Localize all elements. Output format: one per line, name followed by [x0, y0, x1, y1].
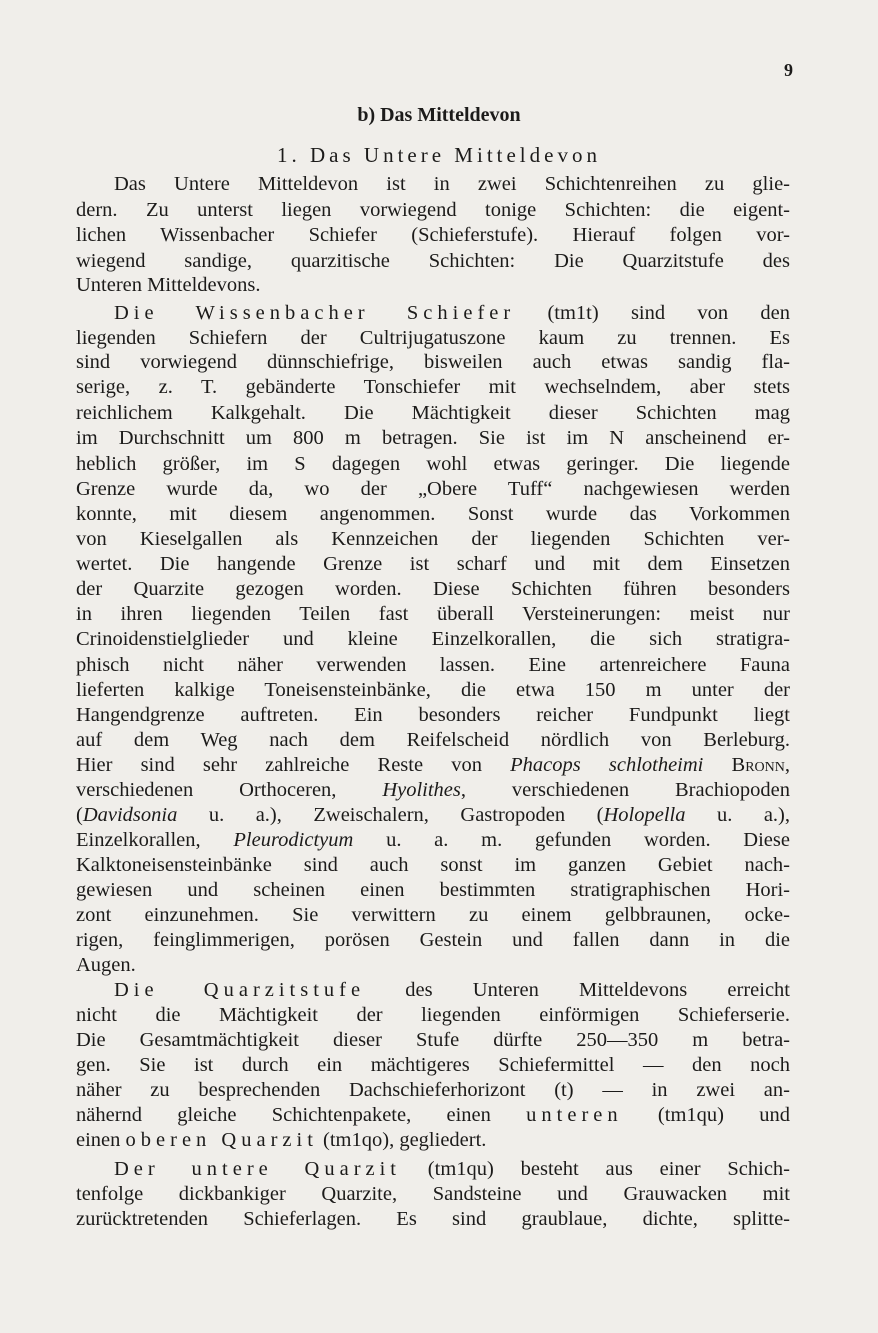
text-run: lieferten kalkige Toneisensteinbänke, die etwa 150 m unter der [76, 679, 790, 701]
text-line [76, 222, 790, 248]
text-line [76, 349, 790, 375]
spaced-term: Die Wissenbacher Schiefer [114, 302, 516, 324]
text-run: konnte, mit diesem angenommen. Sonst wurde das Vorkommen [76, 503, 790, 525]
text-line [76, 425, 790, 451]
text-run: gewiesen und scheinen einen bestimmten stratigraphischen Hori- [76, 879, 790, 901]
text-line [76, 526, 790, 552]
text-line [76, 702, 790, 728]
text-line [76, 601, 790, 627]
text-line [76, 626, 790, 652]
text-run: Die Gesamtmächtigkeit dieser Stufe dürfte 250—350 m betra- [76, 1029, 790, 1051]
text-line [76, 652, 790, 678]
text-line [76, 1206, 790, 1232]
text-run: u. a. m. gefunden worden. Diese [353, 829, 790, 851]
text-run: phisch nicht näher verwenden lassen. Eine artenreichere Fauna [76, 654, 790, 676]
text-run: Hier sind sehr zahlreiche Reste von [76, 754, 511, 776]
text-line [76, 248, 790, 274]
text-line [76, 927, 790, 953]
text-line [76, 1027, 790, 1053]
text-run: (tm1qu) und [622, 1104, 791, 1126]
text-line [76, 827, 790, 853]
text-line [114, 977, 790, 1003]
text-run [703, 754, 731, 776]
text-run: Einzelkorallen, [76, 829, 234, 851]
text-line [114, 1156, 790, 1182]
text-line [76, 501, 790, 527]
text-line [76, 1181, 790, 1207]
taxon-name: Hyolithes [382, 779, 461, 801]
text-run: reichlichem Kalkgehalt. Die Mächtigkeit dieser Schichten mag [76, 402, 790, 424]
text-line [76, 677, 790, 703]
taxon-name: Pleurodictyum [233, 829, 354, 851]
text-run: serige, z. T. gebänderte Tonschiefer mit wechselndem, aber stets [76, 376, 790, 398]
text-run: von Kieselgallen als Kennzeichen der liegenden Schichten ver- [76, 528, 790, 550]
text-run: Augen. [76, 954, 136, 976]
taxon-name: Davidsonia [82, 804, 178, 826]
taxon-name: Phacops schlotheimi [510, 754, 704, 776]
text-line [76, 1127, 790, 1153]
text-run: zurücktretenden Schieferlagen. Es sind graublaue, dichte, splitte- [76, 1208, 790, 1230]
text-line [76, 325, 790, 351]
text-run: rigen, feinglimmerigen, porösen Gestein und fallen dann in die [76, 929, 790, 951]
text-run: des Unteren Mitteldevons erreicht [365, 979, 790, 1001]
text-line [76, 802, 790, 828]
text-run: verschiedenen Orthoceren, [76, 779, 383, 801]
text-line [76, 476, 790, 502]
text-run: (tm1t) sind von den [515, 302, 790, 324]
text-line [76, 272, 790, 298]
text-run: liegenden Schiefern der Cultrijugatuszone kaum zu trennen. Es [76, 327, 790, 349]
spaced-term: Die Quarzitstufe [114, 979, 366, 1001]
text-run: näher zu besprechenden Dachschieferhorizont (t) — in zwei an- [76, 1079, 790, 1101]
text-line [76, 400, 790, 426]
text-run: Crinoidenstielglieder und kleine Einzelkorallen, die sich stratigra- [76, 628, 790, 650]
text-run: Hangendgrenze auftreten. Ein besonders reicher Fundpunkt liegt [76, 704, 790, 726]
text-run: im Durchschnitt um 800 m betragen. Sie ist im N anscheinend er- [76, 427, 790, 449]
text-run: nähernd gleiche Schichtenpakete, einen [76, 1104, 527, 1126]
text-line [76, 576, 790, 602]
subsection-heading: 1. Das Untere Mitteldevon [277, 143, 601, 167]
text-run: , verschiedenen Brachiopoden [460, 779, 790, 801]
text-run: nicht die Mächtigkeit der liegenden einförmigen Schieferserie. [76, 1004, 790, 1026]
text-line [76, 877, 790, 903]
text-line [114, 300, 790, 326]
section-heading: b) Das Mitteldevon [357, 104, 521, 126]
text-run: ( [76, 804, 83, 826]
text-run: lichen Wissenbacher Schiefer (Schieferstufe). Hierauf folgen vor- [76, 224, 790, 246]
text-run: wertet. Die hangende Grenze ist scharf und mit dem Einsetzen [76, 553, 790, 575]
text-run: gen. Sie ist durch ein mächtigeres Schiefermittel — den noch [76, 1054, 790, 1076]
text-run: in ihren liegenden Teilen fast überall Versteinerungen: meist nur [76, 603, 790, 625]
text-line [76, 752, 790, 778]
taxon-name: Holopella [603, 804, 686, 826]
text-run: (tm1qu) besteht aus einer Schich- [401, 1158, 791, 1180]
author-name: Bronn [731, 754, 785, 776]
text-line [76, 451, 790, 477]
spaced-term: unteren [526, 1104, 623, 1126]
text-run: einen [76, 1129, 126, 1151]
text-run: u. a.), [685, 804, 790, 826]
spaced-term: Der untere Quarzit [114, 1158, 402, 1180]
text-line [76, 374, 790, 400]
spaced-term: oberen Quarzit [125, 1129, 318, 1151]
text-run: der Quarzite gezogen worden. Diese Schichten führen besonders [76, 578, 790, 600]
text-line [76, 1077, 790, 1103]
text-line [76, 777, 790, 803]
text-run: sind vorwiegend dünnschiefrige, bisweilen auch etwas sandig fla- [76, 351, 790, 373]
text-line [76, 727, 790, 753]
text-run: tenfolge dickbankiger Quarzite, Sandsteine und Grauwacken mit [76, 1183, 790, 1205]
text-run: dern. Zu unterst liegen vorwiegend tonige Schichten: die eigent- [76, 199, 790, 221]
text-run: wiegend sandige, quarzitische Schichten: Die Quarzitstufe des [76, 250, 790, 272]
page-number: 9 [784, 60, 793, 80]
text-run: heblich größer, im S dagegen wohl etwas geringer. Die liegende [76, 453, 790, 475]
text-run: (tm1qo), gegliedert. [317, 1129, 487, 1151]
text-line [76, 952, 790, 978]
text-run: auf dem Weg nach dem Reifelscheid nördlich von Berleburg. [76, 729, 790, 751]
text-run: Unteren Mitteldevons. [76, 274, 261, 296]
text-line [76, 197, 790, 223]
text-run: zont einzunehmen. Sie verwittern zu einem gelbbraunen, ocke- [76, 904, 790, 926]
text-line [76, 852, 790, 878]
text-line [76, 1002, 790, 1028]
text-line [114, 171, 790, 197]
text-run: Grenze wurde da, wo der „Obere Tuff“ nachgewiesen werden [76, 478, 790, 500]
text-line [76, 902, 790, 928]
text-run: , [784, 754, 791, 776]
text-line [76, 1102, 790, 1128]
text-run: Das Untere Mitteldevon ist in zwei Schichtenreihen zu glie- [114, 173, 790, 195]
text-line [76, 1052, 790, 1078]
text-line [76, 551, 790, 577]
text-run: Kalktoneisensteinbänke sind auch sonst im ganzen Gebiet nach- [76, 854, 790, 876]
text-run: u. a.), Zweischalern, Gastropoden ( [177, 804, 604, 826]
